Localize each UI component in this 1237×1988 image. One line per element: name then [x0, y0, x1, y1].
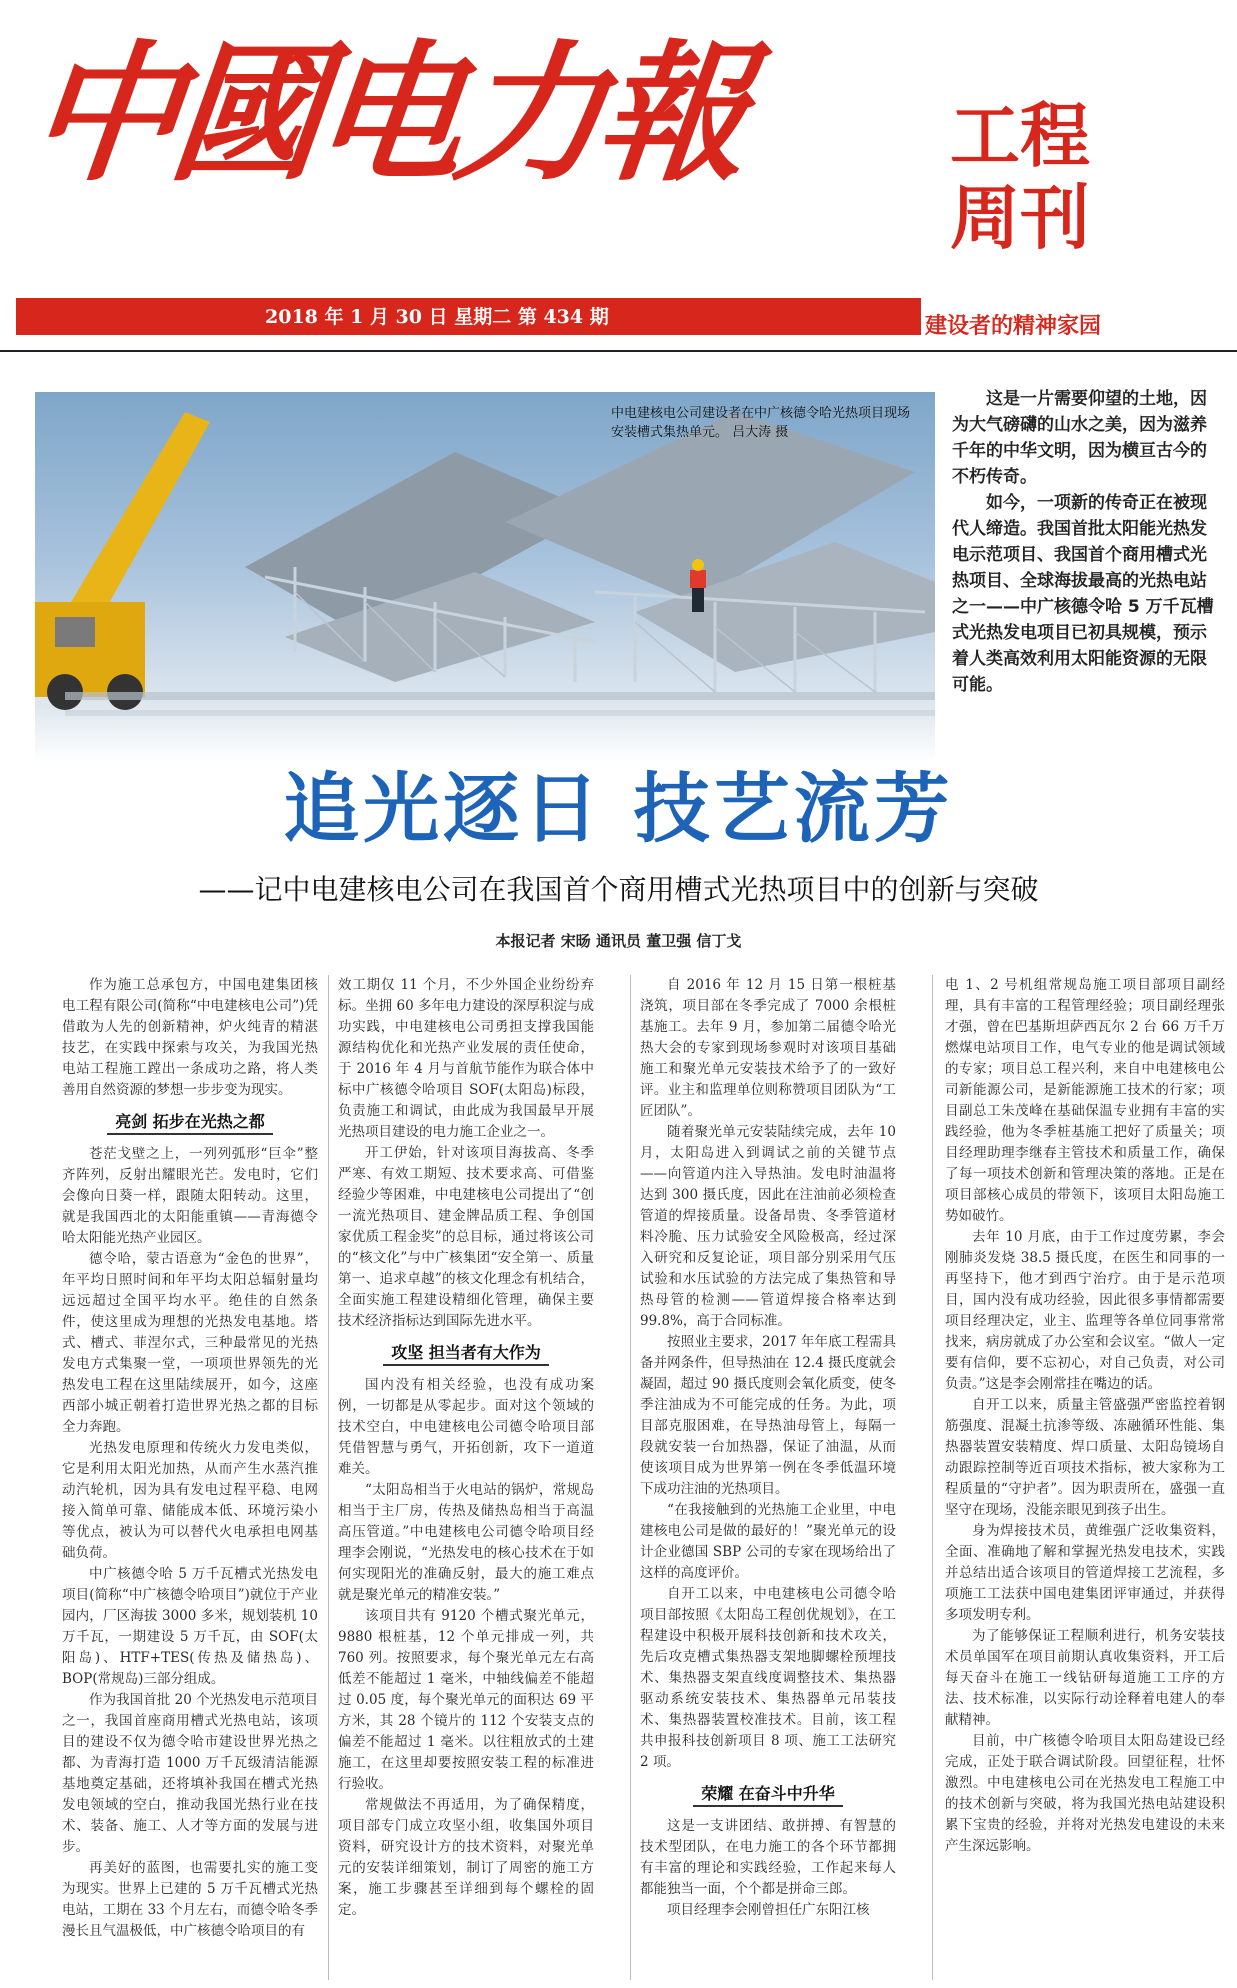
- paragraph: “太阳岛相当于火电站的锅炉，常规岛相当于主厂房，传热及储热岛相当于高温高压管道。”中电建核电公司德令哈项目经理李会刚说，“光热发电的核心技术在于如何实现阳光的准确反射，最大的施工难点就是聚光单元的精准安装。”: [338, 1482, 594, 1603]
- subheadline: ——记中电建核电公司在我国首个商用槽式光热项目中的创新与突破: [198, 873, 1039, 906]
- paragraph: 常规做法不再适用，为了确保精度，项目部专门成立攻坚小组，收集国外项目资料，研究设计方的技术资料，对聚光单元的安装详细策划，制订了周密的施工方案，施工步骤甚至详细到每个螺栓的固定。: [338, 1797, 594, 1918]
- section-heading: 荣耀 在奋斗中升华: [640, 1783, 896, 1804]
- column-divider: [932, 975, 933, 1980]
- paragraph: 该项目共有 9120 个槽式聚光单元，9880 根桩基，12 个单元排成一列，共 760 列。按照要求，每个聚光单元左右高低差不能超过 1 毫米，中轴线偏差不能超过 0.05 度，每个聚光单元的面积达 69 平方米，其 28 个镜片的 112 个安装支点的偏差不能超过 1 毫米。以往粗放式的土建施工，在这里却要按照安装工程的标准进行验收。: [338, 1608, 594, 1792]
- photo-caption: 中电建核电公司建设者在中广核德令哈光热项目现场安装槽式集热单元。 吕大涛 摄: [611, 406, 911, 440]
- section-heading: 攻坚 担当者有大作为: [338, 1342, 594, 1363]
- weekly-line-1: 工程: [950, 95, 1090, 177]
- paragraph: 随着聚光单元安装陆续完成，去年 10 月，太阳岛进入到调试之前的关键节点——向管道内注入导热油。发电时油温将达到 300 摄氏度，因此在注油前必须检查管道的焊接质量。设备昂贵、冬季管道材料冷脆、压力试验安全风险极高，经过深入研究和反复论证，项目部分别采用气压试验和水压试验的方法完成了集热管和导热母管的检测——管道焊接合格率达到 99.8%，高于合同标准。: [640, 1124, 896, 1329]
- paragraph: 按照业主要求，2017 年年底工程需具备并网条件，但导热油在 12.4 摄氏度就会凝固，超过 90 摄氏度则会氧化质变，使冬季注油成为不可能完成的任务。为此，项目部克服困难，在导热油母管上，每隔一段就安装一台加热器，保证了油温，从而使该项目成为世界第一例在冬季低温环境下成功注油的光热项目。: [640, 1334, 896, 1497]
- paragraph: 自开工以来，质量主管盛强严密监控着钢筋强度、混凝土抗渗等级、冻融循环性能、集热器装置安装精度、焊口质量、太阳岛镜场自动跟踪控制等近百项技术指标，被大家称为工程质量的“守护者”。因为职责所在，盛强一直坚守在现场，没能亲眼见到孩子出生。: [945, 1397, 1225, 1518]
- paragraph: 国内没有相关经验，也没有成功案例，一切都是从零起步。面对这个领域的技术空白，中电建核电公司德令哈项目部凭借智慧与勇气，开拓创新，攻下一道道难关。: [338, 1377, 594, 1477]
- paragraph: 去年 10 月底，由于工作过度劳累，李会刚肺炎发烧 38.5 摄氏度，在医生和同事的一再坚持下，他才到西宁治疗。由于是示范项目，国内没有成功经验，因此很多事情都需要项目经理决定，业主、监理等各单位同事常常找来，病房就成了办公室和会议室。“做人一定要有信仰，要不忘初心，对自己负责，对公司负责。”这是李会刚常挂在嘴边的话。: [945, 1229, 1225, 1392]
- paragraph: 为了能够保证工程顺利进行，机务安装技术员单国军在项目前期认真收集资料，开工后每天奋斗在施工一线钻研每道施工工序的方法、技术标准，以实际行动诠释着电建人的奉献精神。: [945, 1628, 1225, 1728]
- paragraph: 自开工以来，中电建核电公司德令哈项目部按照《太阳岛工程创优规划》，在工程建设中积极开展科技创新和技术攻关，先后攻克槽式集热器支架地脚螺栓预埋技术、集热器支架直线度调整技术、集热器驱动系统安装技术、集热器单元吊装技术、集热器装置校准技术。目前，该工程共申报科技创新项目 8 项、施工工法研究 2 项。: [640, 1586, 896, 1770]
- weekly-line-2: 周刊: [950, 177, 1090, 259]
- paragraph: 再美好的蓝图，也需要扎实的施工变为现实。世界上已建的 5 万千瓦槽式光热电站，工期在 33 个月左右，而德令哈冬季漫长且气温极低，中广核德令哈项目的有: [62, 1860, 318, 1939]
- headline: 追光逐日 技艺流芳: [283, 764, 954, 853]
- column-divider: [630, 975, 631, 1980]
- article-column-4: [945, 975, 1225, 1857]
- article-column-3: [640, 975, 896, 1921]
- paragraph: 项目经理李会刚曾担任广东阳江核: [667, 1902, 870, 1918]
- paragraph: 效工期仅 11 个月，不少外国企业纷纷弃标。坐拥 60 多年电力建设的深厚积淀与成功实践，中电建核电公司勇担支撑我国能源结构优化和光热产业发展的责任使命，于 2016 年 4 月与首航节能作为联合体中标中广核德令哈项目 SOF(太阳岛)标段，负责施工和调试，由此成为我国最早开展光热项目建设的电力施工企业之一。: [338, 977, 594, 1140]
- article-column-1: [62, 975, 318, 1942]
- masthead: [0, 0, 1237, 350]
- paragraph: 这是一支讲团结、敢拼搏、有智慧的技术型团队，在电力施工的各个环节都拥有丰富的理论和实践经验，工作起来每人都能独当一面，个个都是拼命三郎。: [640, 1818, 896, 1897]
- paragraph: 身为焊接技术员，黄维强广泛收集资料，全面、准确地了解和掌握光热发电技术，实践并总结出适合该项目的管道焊接工艺流程，多项施工工法获中国电建集团评审通过，并获得多项发明专利。: [945, 1523, 1225, 1623]
- dateline: 2018 年 1 月 30 日 星期二 第 434 期: [265, 306, 609, 328]
- paragraph: 德令哈，蒙古语意为“金色的世界”，年平均日照时间和年平均太阳总辐射量均远远超过全国平均水平。绝佳的自然条件，使这里成为理想的光热发电基地。塔式、槽式、菲涅尔式，三种最常见的光热发电方式集聚一堂，一项项世界领先的光热发电工程在这里陆续展开，如今，这座西部小城正朝着打造世界光热之都的目标全力奔跑。: [62, 1251, 318, 1435]
- byline: 本报记者 宋旸 通讯员 董卫强 信丁戈: [495, 932, 742, 950]
- paragraph: 作为施工总承包方，中国电建集团核电工程有限公司(简称“中电建核电公司”)凭借敢为人先的创新精神，炉火纯青的精湛技艺，在实践中探索与攻关，为我国光热电站工程施工蹚出一条成功之路，将人类善用自然资源的梦想一步步变为现实。: [62, 977, 318, 1098]
- solar-collector-photo: [35, 392, 935, 762]
- paragraph: 中广核德令哈 5 万千瓦槽式光热发电项目(简称“中广核德令哈项目”)就位于产业园内，厂区海拔 3000 多米，规划装机 10 万千瓦，一期建设 5 万千瓦，由 SOF(太阳岛)、HTF+TES(传热及储热岛)、BOP(常规岛)三部分组成。: [62, 1566, 318, 1687]
- section-heading: 亮剑 拓步在光热之都: [62, 1111, 318, 1132]
- paragraph: 目前，中广核德令哈项目太阳岛建设已经完成，正处于联合调试阶段。回望征程，壮怀激烈。中电建核电公司在光热发电工程施工中的技术创新与突破，将为我国光热电站建设积累下宝贵的经验，并将对光热发电建设的未来产生深远影响。: [945, 1733, 1225, 1854]
- motto: 建设者的精神家园: [925, 314, 1102, 339]
- lead-photo: [35, 392, 935, 762]
- paragraph: 苍茫戈壁之上，一列列弧形“巨伞”整齐阵列，反射出耀眼光芒。发电时，它们会像向日葵一样，跟随太阳转动。这里，就是我国西北的太阳能重镇——青海德令哈太阳能光热产业园区。: [62, 1146, 318, 1246]
- column-divider: [328, 975, 329, 1980]
- intro-paragraph: 如今，一项新的传奇正在被现代人缔造。我国首批太阳能光热发电示范项目、我国首个商用槽式光热项目、全球海拔最高的光热电站之一——中广核德令哈 5 万千瓦槽式光热发电项目已初具规模，预示着人类高效利用太阳能资源的无限可能。: [952, 493, 1214, 695]
- intro-paragraph: 这是一片需要仰望的土地，因为大气磅礴的山水之美，因为滋养千年的中华文明，因为横亘古今的不朽传奇。: [952, 389, 1207, 487]
- paragraph: “在我接触到的光热施工企业里，中电建核电公司是做的最好的！”聚光单元的设计企业德国 SBP 公司的专家在现场给出了这样的高度评价。: [640, 1502, 896, 1581]
- paragraph: 开工伊始，针对该项目海拔高、冬季严寒、有效工期短、技术要求高、可借鉴经验少等困难，中电建核电公司提出了“创一流光热项目、建金牌品质工程、争创国家优质工程金奖”的总目标，通过将该公司的“核文化”与中广核集团“安全第一、质量第一、追求卓越”的核文化理念有机结合，全面实施工程建设精细化管理，确保主要技术经济指标达到国际先进水平。: [338, 1145, 594, 1329]
- paragraph: 光热发电原理和传统火力发电类似，它是利用太阳光加热，从而产生水蒸汽推动汽轮机，因为具有发电过程平稳、电网接入简单可靠、储能成本低、环境污染小等优点，被认为可以替代火电承担电网基础负荷。: [62, 1440, 318, 1561]
- weekly-label: [950, 95, 1090, 259]
- paragraph: 自 2016 年 12 月 15 日第一根桩基浇筑，项目部在冬季完成了 7000 余根桩基施工。去年 9 月，参加第二届德令哈光热大会的专家到现场参观时对该项目基础施工和聚光单元安装技术给予了的一致好评。业主和监理单位则称赞项目团队为“工匠团队”。: [640, 977, 896, 1119]
- masthead-rule: [0, 350, 1237, 352]
- newspaper-logo: 中國电力報: [20, 28, 750, 202]
- paragraph: 作为我国首批 20 个光热发电示范项目之一，我国首座商用槽式光热电站，该项目的建设不仅为德令哈市建设世界光热之都、为青海打造 1000 万千瓦级清洁能源基地奠定基础，还将填补我国在槽式光热发电领域的空白，推动我国光热行业在技术、装备、施工、人才等方面的发展与进步。: [62, 1692, 318, 1855]
- intro-box: [952, 386, 1222, 698]
- article-column-2: [338, 975, 594, 1921]
- paragraph: 电 1、2 号机组常规岛施工项目部项目副经理，具有丰富的工程管理经验；项目副经理张才强，曾在巴基斯坦萨西瓦尔 2 台 66 万千万燃煤电站项目工作，电气专业的他是调试领域的专家；项目总工程兴利，来自中电建核电公司新能源公司，是新能源施工技术的行家；项目副总工朱茂峰在基础保温专业拥有丰富的实践经验，他为冬季桩基施工把好了质量关；项目经理助理李继春主管技术和质量工作，确保了每一项技术创新和管理决策的落地。正是在项目部核心成员的带领下，该项目太阳岛施工势如破竹。: [945, 977, 1225, 1224]
